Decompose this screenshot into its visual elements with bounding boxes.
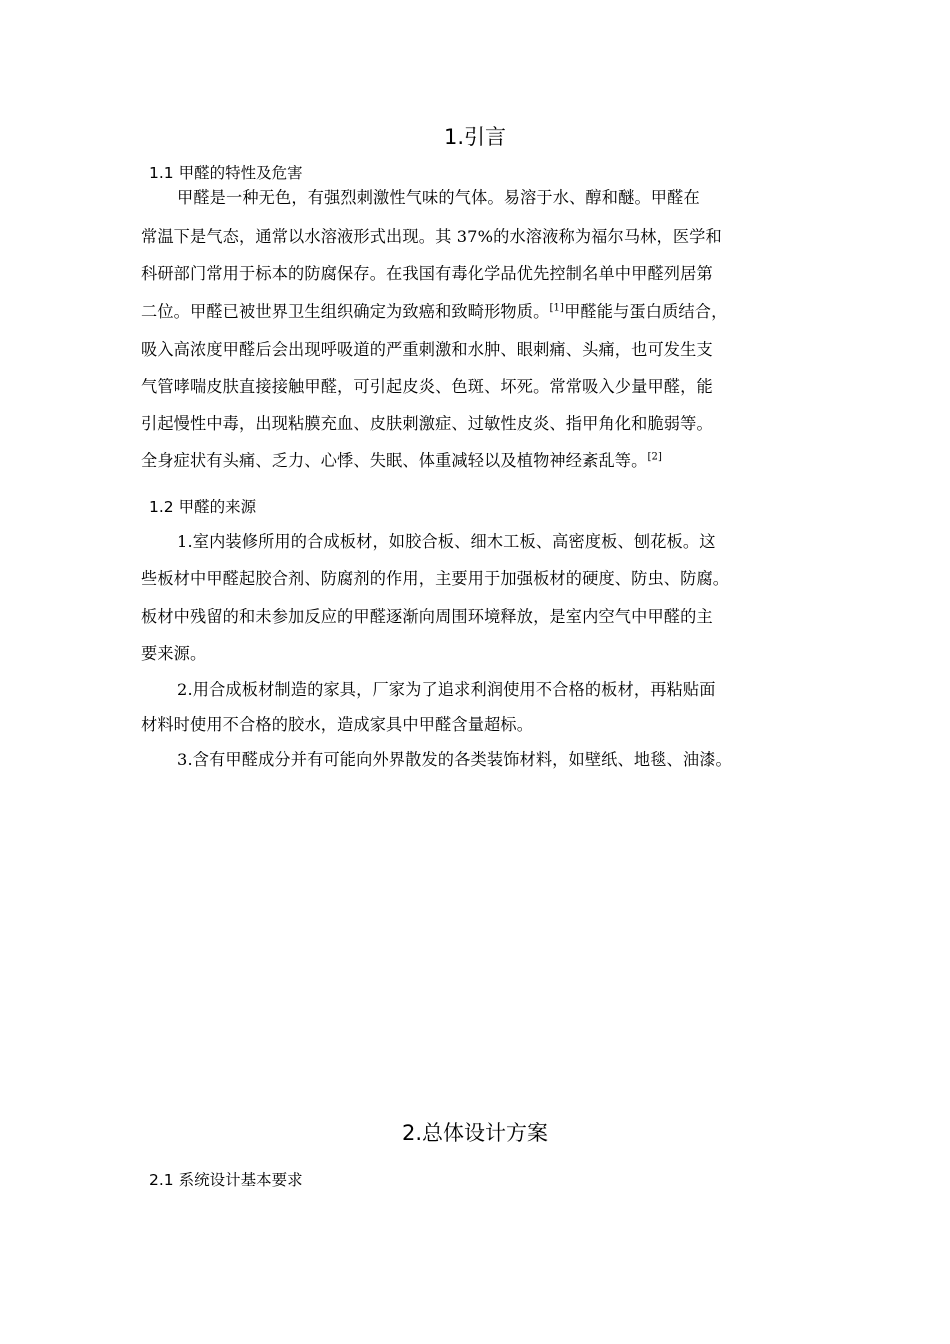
subsection-heading-1-1: 1.1 甲醛的特性及危害 [149, 164, 303, 182]
paragraph-line: 1.室内装修所用的合成板材，如胶合板、细木工板、高密度板、刨花板。这 [177, 532, 716, 551]
paragraph-line: 要来源。 [141, 644, 207, 663]
subsection-heading-2-1: 2.1 系统设计基本要求 [149, 1171, 303, 1189]
paragraph-line [141, 302, 831, 322]
paragraph-text: 二位。甲醛已被世界卫生组织确定为致癌和致畸形物质。 [141, 302, 550, 321]
paragraph-line: 甲醛是一种无色，有强烈刺激性气味的气体。易溶于水、醇和醚。甲醛在 [177, 188, 700, 207]
paragraph-line: 3.含有甲醛成分并有可能向外界散发的各类装饰材料，如壁纸、地毯、油漆。 [177, 750, 732, 769]
paragraph-line: 常温下是气态，通常以水溶液形式出现。其 37%的水溶液称为福尔马林，医学和 [141, 227, 722, 246]
paragraph-text: 甲醛能与蛋白质结合， [564, 302, 728, 321]
paragraph-line: 吸入高浓度甲醛后会出现呼吸道的严重刺激和水肿、眼刺痛、头痛，也可发生支 [141, 340, 713, 359]
paragraph-line: 些板材中甲醛起胶合剂、防腐剂的作用，主要用于加强板材的硬度、防虫、防腐。 [141, 569, 730, 588]
paragraph-line: 2.用合成板材制造的家具，厂家为了追求利润使用不合格的板材，再粘贴面 [177, 680, 716, 699]
paragraph-line [141, 451, 831, 471]
paragraph-line: 板材中残留的和未参加反应的甲醛逐渐向周围环境释放，是室内空气中甲醛的主 [141, 607, 713, 626]
paragraph-line: 气管哮喘皮肤直接接触甲醛，可引起皮炎、色斑、坏死。常常吸入少量甲醛，能 [141, 377, 713, 396]
subsection-heading-1-2: 1.2 甲醛的来源 [149, 498, 257, 516]
paragraph-text: 全身症状有头痛、乏力、心悸、失眠、体重减轻以及植物神经紊乱等。 [141, 451, 648, 470]
section-heading-1: 1.引言 [443, 125, 507, 149]
paragraph-line: 科研部门常用于标本的防腐保存。在我国有毒化学品优先控制名单中甲醛列居第 [141, 264, 713, 283]
citation-1: [1] [549, 302, 565, 314]
paragraph-line: 引起慢性中毒，出现粘膜充血、皮肤刺激症、过敏性皮炎、指甲角化和脆弱等。 [141, 414, 713, 433]
paragraph-line: 材料时使用不合格的胶水，造成家具中甲醛含量超标。 [141, 715, 534, 734]
section-heading-2: 2.总体设计方案 [401, 1121, 549, 1145]
citation-2: [2] [647, 451, 663, 463]
